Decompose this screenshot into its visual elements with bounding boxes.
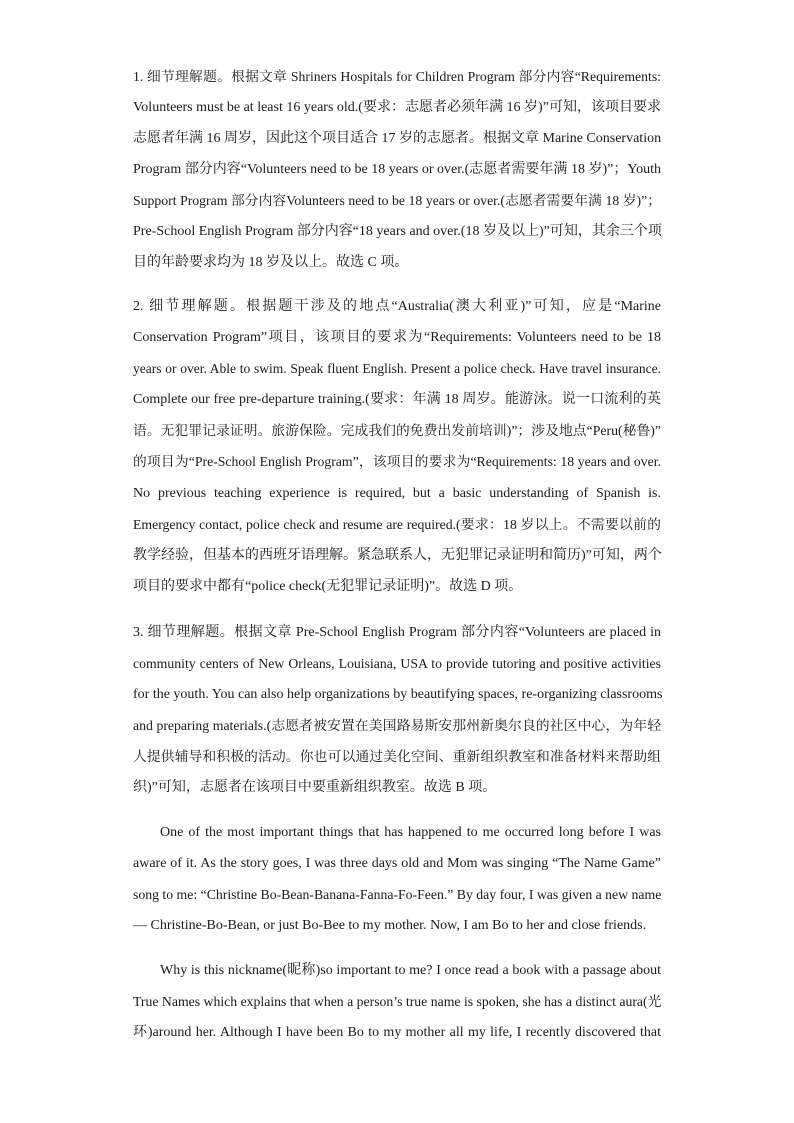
answer-1-line: 志愿者年满 16 周岁，因此这个项目适合 17 岁的志愿者。根据文章 Marine Conservation <box>133 131 662 146</box>
answer-3-line: 3. 细节理解题。根据文章 Pre-School English Program 部分内容“Volunteers are placed in <box>133 625 661 640</box>
answer-2-line: Emergency contact, police check and resume are required.(要求：18 岁以上。不需要以前的 <box>133 517 661 532</box>
answer-2-line: 的项目为“Pre-School English Program”，该项目的要求为“Requirements: 18 years and over. <box>133 454 661 469</box>
passage-line: 环)around her. Although I have been Bo to my mother all my life, I recently discovered that <box>133 1025 661 1040</box>
answer-2-line: 教学经验，但基本的西班牙语理解。紧急联系人，无犯罪记录证明和简历)”可知，两个 <box>133 548 662 563</box>
answer-2-line: No previous teaching experience is required, but a basic understanding of Spanish is. <box>133 486 661 501</box>
passage-line: One of the most important things that has happened to me occurred long before I was <box>160 825 661 840</box>
answer-2-line: years or over. Able to swim. Speak fluent English. Present a police check. Have travel insurance. <box>133 361 661 376</box>
answer-3-line: for the youth. You can also help organizations by beautifying spaces, re-organizing classrooms <box>133 687 663 702</box>
answer-3-line: and preparing materials.(志愿者被安置在美国路易斯安那州新奥尔良的社区中心，为年轻 <box>133 718 661 733</box>
answer-2-line: 2. 细节理解题。根据题干涉及的地点“Australia(澳大利亚)”可知，应是“Marine <box>133 299 661 314</box>
answer-3-line: 人提供辅导和积极的活动。你也可以通过美化空间、重新组织教室和准备材料来帮助组 <box>133 749 661 764</box>
passage-line: aware of it. As the story goes, I was three days old and Mom was singing “The Name Game” <box>133 856 661 871</box>
answer-1-line: 1. 细节理解题。根据文章 Shriners Hospitals for Children Program 部分内容“Requirements: <box>133 69 661 84</box>
passage-line: True Names which explains that when a person’s true name is spoken, she has a distinct aura(光 <box>133 994 662 1009</box>
answer-2-line: 语。无犯罪记录证明。旅游保险。完成我们的免费出发前培训)”；涉及地点“Peru(秘鲁)” <box>133 423 661 438</box>
answer-2-line: Complete our free pre-departure training.(要求：年满 18 周岁。能游泳。说一口流利的英 <box>133 392 661 407</box>
answer-1-line: Support Program 部分内容Volunteers need to be 18 years or over.(志愿者需要年满 18 岁)”； <box>133 193 661 208</box>
answer-2-line: Conservation Program”项目，该项目的要求为“Requirements: Volunteers need to be 18 <box>133 330 661 345</box>
answer-1-line: Volunteers must be at least 16 years old.(要求：志愿者必须年满 16 岁)”可知，该项目要求 <box>133 100 661 115</box>
answer-1-line: Pre-School English Program 部分内容“18 years and over.(18 岁及以上)”可知，其余三个项 <box>133 224 662 239</box>
answer-2-line: 项目的要求中都有“police check(无犯罪记录证明)”。故选 D 项。 <box>133 579 523 594</box>
answer-3-line: 织)”可知，志愿者在该项目中要重新组织教室。故选 B 项。 <box>133 780 497 795</box>
passage-line: — Christine-Bo-Bean, or just Bo-Bee to my mother. Now, I am Bo to her and close friends. <box>133 918 647 933</box>
answer-3-line: community centers of New Orleans, Louisiana, USA to provide tutoring and positive activities <box>133 656 661 671</box>
answer-1-line: 目的年龄要求均为 18 岁及以上。故选 C 项。 <box>133 255 409 270</box>
passage-line: song to me: “Christine Bo-Bean-Banana-Fanna-Fo-Feen.” By day four, I was given a new name <box>133 887 662 902</box>
passage-line: Why is this nickname(昵称)so important to me? I once read a book with a passage about <box>160 963 661 978</box>
answer-1-line: Program 部分内容“Volunteers need to be 18 years or over.(志愿者需要年满 18 岁)”；Youth <box>133 162 661 177</box>
